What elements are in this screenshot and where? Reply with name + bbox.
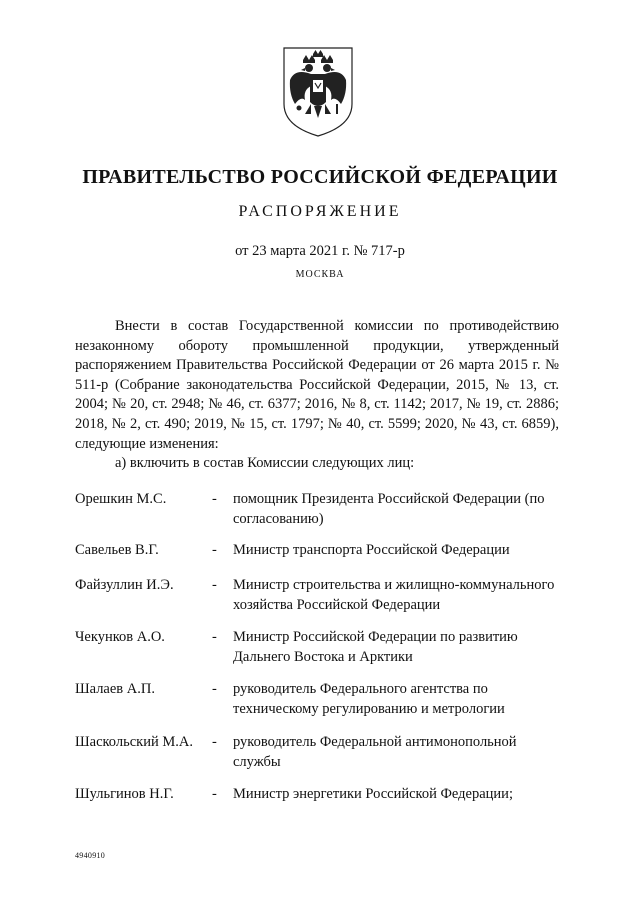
member-dash: - — [212, 577, 217, 593]
member-position: руководитель Федеральной антимонопольной службы — [233, 734, 517, 770]
document-type: РАСПОРЯЖЕНИЕ — [238, 203, 402, 220]
member-name: Шалаев А.П. — [75, 681, 155, 697]
member-name: Савельев В.Г. — [75, 542, 159, 558]
member-dash: - — [212, 786, 217, 802]
member-position: Министр энергетики Российской Федерации; — [233, 786, 513, 802]
member-position: Министр Российской Федерации по развитию Дальнего Востока и Арктики — [233, 629, 518, 665]
item-a: а) включить в состав Комиссии следующих лиц: — [115, 455, 415, 471]
member-position: помощник Президента Российской Федерации (по согласованию) — [233, 491, 545, 527]
document-date-number: от 23 марта 2021 г. № 717-р — [235, 243, 405, 259]
member-dash: - — [212, 681, 217, 697]
member-name: Файзуллин И.Э. — [75, 577, 174, 593]
member-position: Министр строительства и жилищно-коммунального хозяйства Российской Федерации — [233, 577, 555, 613]
government-title: ПРАВИТЕЛЬСТВО РОССИЙСКОЙ ФЕДЕРАЦИИ — [82, 166, 558, 188]
main-paragraph: Внести в состав Государственной комиссии по противодействию незаконному обороту промышленной продукции, утвержденный распоряжением Правительства Российской Федерации от 26 марта 2015 г. № 511-р (Собрание законодательства Российской Федерации, 2015, № 13, ст. 2004; № 20, ст. 2948; № 46, ст. 6377; 2016, № 8, ст. 1142; 2017, № 19, ст. 2886; 2018, № 2, ст. 490; 2019, № 15, ст. 1797; № 40, ст. 5599; 2020, № 43, ст. 6859), следующие изменения: — [75, 318, 559, 452]
member-name: Чекунков А.О. — [75, 629, 165, 645]
document-code: 4940910 — [75, 851, 106, 860]
document-city: МОСКВА — [295, 269, 345, 280]
member-dash: - — [212, 491, 217, 507]
member-name: Шульгинов Н.Г. — [75, 786, 174, 802]
member-position: руководитель Федерального агентства по техническому регулированию и метрологии — [233, 681, 505, 717]
member-dash: - — [212, 542, 217, 558]
member-position: Министр транспорта Российской Федерации — [233, 542, 510, 558]
member-name: Орешкин М.С. — [75, 491, 167, 507]
coat-of-arms-icon — [281, 46, 355, 138]
member-dash: - — [212, 629, 217, 645]
member-dash: - — [212, 734, 217, 750]
member-name: Шаскольский М.А. — [75, 734, 193, 750]
